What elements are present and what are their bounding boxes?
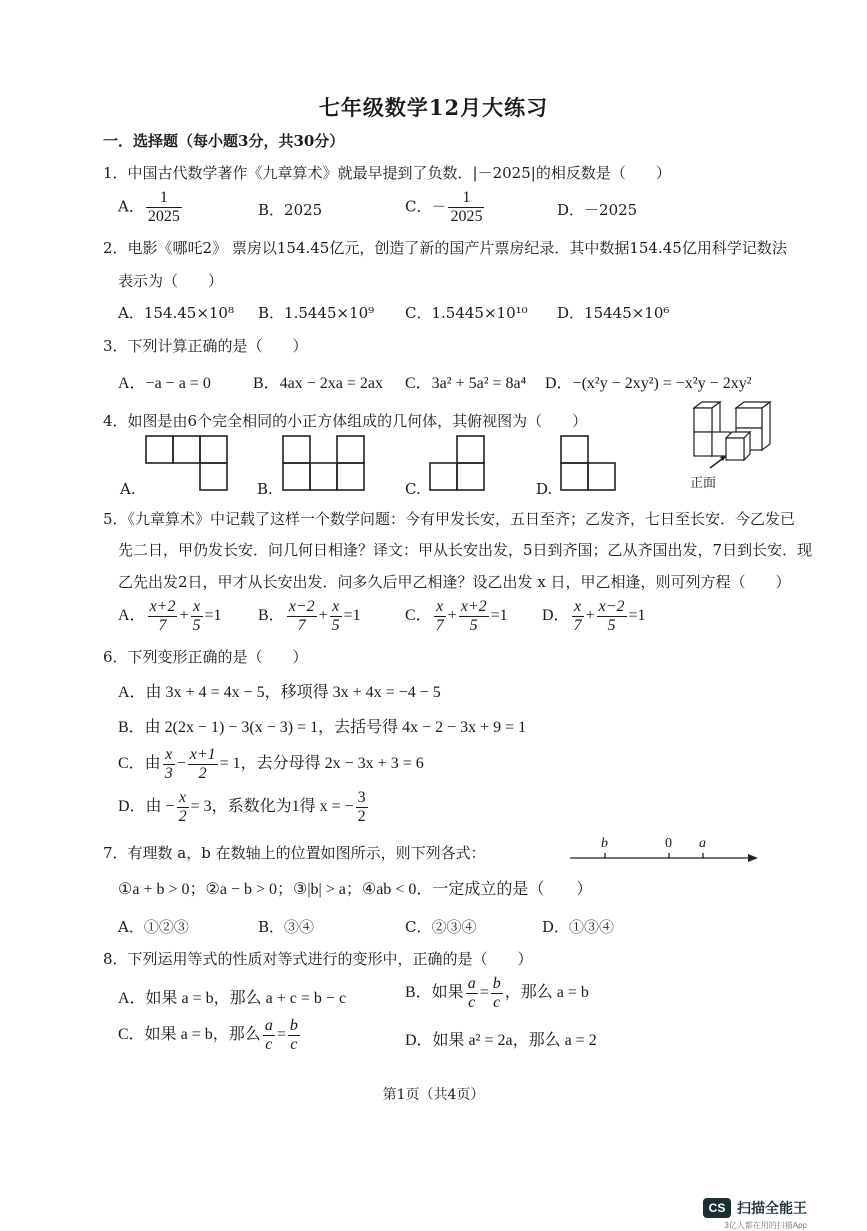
q4-option-b-label: B.	[257, 480, 273, 498]
view-cell	[200, 436, 227, 463]
q5-d-frac1	[572, 598, 584, 635]
view-cell	[337, 463, 364, 490]
q5-a-plus: +	[179, 607, 189, 625]
q2-stem-line2: 表示为（ ）	[118, 272, 224, 290]
q8-option-d: D．如果 a² = 2a，那么 a = 2	[405, 1032, 597, 1049]
cube-front	[726, 438, 744, 460]
q1-stem: 1．中国古代数学著作《九章算术》就最早提到了负数．|－2025|的相反数是（ ）	[103, 164, 671, 182]
view-cell	[561, 436, 588, 463]
q8-b-den2: c	[493, 994, 501, 1011]
view-cell	[200, 463, 227, 490]
q6-d-den1: 2	[178, 808, 187, 825]
q6-option-d	[118, 789, 370, 826]
q8-c-eq: =	[276, 1026, 286, 1044]
axis-label-a: a	[699, 836, 706, 851]
q8-option-b	[405, 975, 589, 1012]
cube-front	[736, 408, 762, 428]
q5-d-frac2	[597, 598, 627, 635]
q5-d-num1: x	[572, 598, 584, 617]
q3-option-b: B．4ax − 2xa = 2ax	[253, 375, 384, 392]
q4-option-c-label: C.	[405, 480, 421, 498]
q5-a-den2: 5	[192, 617, 201, 634]
q5-c-plus: +	[447, 607, 457, 625]
view-cell	[337, 436, 364, 463]
q1-a-num: 1	[146, 189, 182, 208]
q6-c-den2: 2	[198, 765, 207, 782]
q6-d-mid: = 3，系数化为1得 x = −	[190, 798, 354, 816]
q6-c-pre: C．由	[118, 755, 161, 773]
view-cell	[588, 463, 615, 490]
q1-option-d: D．－2025	[557, 201, 638, 219]
q1-c-label: C．－	[405, 197, 447, 216]
q5-d-label: D．	[542, 607, 570, 625]
q8-b-frac2	[491, 975, 503, 1012]
q4-stem: 4．如图是由6个完全相同的小正方体组成的几何体，其俯视图为（ ）	[103, 412, 588, 430]
q4-cube-figure	[688, 400, 773, 480]
q7-number-line	[568, 836, 760, 866]
q6-option-a: A．由 3x + 4 = 4x − 5，移项得 3x + 4x = −4 − 5	[118, 684, 441, 701]
cube-side	[762, 402, 770, 450]
q6-d-num2: 3	[357, 789, 366, 806]
q6-d-frac2	[356, 789, 368, 826]
q8-c-den2: c	[290, 1036, 298, 1053]
q5-c-den1: 7	[435, 617, 444, 634]
q7-option-a: A．①②③	[118, 918, 189, 936]
q6-c-num2: x+1	[189, 746, 216, 763]
q5-c-eq: =1	[490, 607, 508, 625]
axis-label-b: b	[601, 836, 608, 851]
q8-c-pre: C．如果 a = b，那么	[118, 1026, 261, 1044]
cube-front	[694, 432, 712, 456]
q4-option-b-view	[283, 436, 368, 492]
q5-d-eq: =1	[628, 607, 646, 625]
q2-option-c: C．1.5445×10¹⁰	[405, 304, 528, 322]
q8-c-num1: a	[264, 1017, 273, 1034]
q5-b-label: B．	[258, 607, 285, 625]
q2-option-d: D．15445×10⁶	[557, 304, 670, 322]
q5-a-num1: x+2	[149, 598, 176, 615]
q8-b-frac1	[466, 975, 478, 1012]
q5-b-frac1	[287, 598, 317, 635]
q7-option-b: B．③④	[258, 918, 315, 936]
q1-a-label: A．	[118, 197, 144, 216]
q6-d-den2: 2	[357, 808, 366, 825]
view-cell	[430, 463, 457, 490]
q1-option-a	[118, 189, 184, 226]
scanner-logo-icon: CS	[703, 1198, 731, 1218]
q8-option-a: A．如果 a = b，那么 a + c = b − c	[118, 990, 347, 1007]
axis-arrow	[748, 854, 758, 862]
q5-option-c	[405, 598, 508, 635]
q5-stem-line2: 先二日，甲仍发长安．问几何日相逢？译文：甲从长安出发，5日到齐国；乙从齐国出发，7日到长安．现	[118, 541, 813, 559]
q5-c-num1: x	[434, 598, 446, 617]
q4-front-label: 正面	[690, 476, 717, 491]
q8-c-num2: b	[289, 1017, 298, 1034]
page-footer: 第1页（共4页）	[382, 1087, 485, 1103]
q5-option-b	[258, 598, 361, 635]
scanner-app-tagline: 3亿人都在用的扫描App	[724, 1221, 807, 1230]
q8-b-num1: a	[467, 975, 476, 992]
q5-b-plus: +	[318, 607, 328, 625]
q2-stem-line1: 2．电影《哪吒2》 票房以154.45亿元，创造了新的国产片票房纪录．其中数据154.45亿用科学记数法	[103, 239, 787, 257]
q3-option-d: D．−(x²y − 2xy²) = −x²y − 2xy²	[545, 375, 752, 392]
q5-c-frac2	[459, 598, 489, 635]
scanner-watermark	[703, 1198, 807, 1230]
page-title: 七年级数学12月大练习	[318, 95, 549, 120]
q4-option-d-label: D.	[536, 480, 553, 498]
q5-a-den1: 7	[158, 617, 167, 634]
q8-b-num2: b	[492, 975, 501, 992]
q7-items: ①a + b > 0；②a − b > 0；③|b| > a；④ab < 0．一定成立的是（ ）	[118, 881, 593, 898]
q1-a-den: 2025	[147, 208, 180, 225]
q5-c-label: C．	[405, 607, 432, 625]
q5-d-den1: 7	[573, 617, 582, 634]
q6-d-pre: D．由 −	[118, 798, 175, 816]
view-cell	[283, 463, 310, 490]
q6-c-frac2	[188, 746, 218, 783]
q2-option-b: B．1.5445×10⁹	[258, 304, 375, 322]
q8-b-den1: c	[468, 994, 476, 1011]
q3-option-a: A．−a − a = 0	[118, 375, 211, 392]
q1-c-den: 2025	[450, 208, 483, 225]
q3-option-c: C．3a² + 5a² = 8a⁴	[405, 375, 527, 392]
view-cell	[561, 463, 588, 490]
view-cell	[283, 436, 310, 463]
q5-b-num1: x−2	[288, 598, 315, 615]
q6-c-frac1	[163, 746, 175, 783]
q5-b-eq: =1	[343, 607, 361, 625]
q1-option-c	[405, 189, 486, 226]
q5-a-label: A．	[118, 607, 146, 625]
q5-stem-line3: 乙先出发2日，甲才从长安出发．问多久后甲乙相逢？设乙出发 x 日，甲乙相逢，则可列方程（ ）	[118, 573, 791, 591]
q4-option-a-label: A.	[120, 480, 136, 498]
q6-option-c	[118, 746, 424, 783]
q7-option-c: C．②③④	[405, 918, 477, 936]
q8-c-frac1	[263, 1017, 275, 1054]
view-cell	[457, 436, 484, 463]
q8-b-pre: B．如果	[405, 984, 464, 1002]
q4-option-d-view	[561, 436, 619, 492]
q6-stem: 6．下列变形正确的是（ ）	[103, 648, 308, 666]
q5-d-plus: +	[585, 607, 595, 625]
q8-option-c	[118, 1017, 302, 1054]
section-heading: 一．选择题（每小题3分，共30分）	[103, 132, 345, 150]
q6-c-den1: 3	[164, 765, 173, 782]
q5-option-a	[118, 598, 222, 635]
q8-b-eq: =	[479, 984, 489, 1002]
q5-a-num2: x	[191, 598, 203, 617]
q8-b-post: ，那么 a = b	[504, 984, 589, 1002]
q5-a-frac2	[191, 598, 203, 635]
q1-c-num: 1	[448, 189, 484, 208]
q5-stem-line1: 5．《九章算术》中记载了这样一个数学问题：今有甲发长安，五日至齐；乙发齐，七日至长安．今乙发已	[103, 510, 796, 528]
q6-c-post: = 1，去分母得 2x − 3x + 3 = 6	[219, 755, 424, 773]
q5-b-den1: 7	[297, 617, 306, 634]
q6-d-num1: x	[177, 789, 189, 808]
q1-option-b: B．2025	[258, 201, 323, 219]
view-cell	[173, 436, 200, 463]
q8-c-den1: c	[265, 1036, 273, 1053]
q5-a-frac1	[148, 598, 178, 635]
q5-c-frac1	[434, 598, 446, 635]
scanner-app-name: 扫描全能王	[737, 1200, 807, 1216]
q6-c-minus: −	[176, 755, 186, 773]
view-cell	[310, 463, 337, 490]
q4-option-a-view	[146, 436, 231, 492]
q6-option-b: B．由 2(2x − 1) − 3(x − 3) = 1，去括号得 4x − 2 − 3x + 9 = 1	[118, 719, 527, 736]
q5-option-d	[542, 598, 646, 635]
q4-option-c-view	[430, 436, 488, 492]
q5-b-frac2	[330, 598, 342, 635]
q8-c-frac2	[288, 1017, 300, 1054]
q5-c-num2: x+2	[460, 598, 487, 615]
cube-front	[694, 408, 712, 432]
q3-stem: 3．下列计算正确的是（ ）	[103, 337, 308, 355]
q5-d-num2: x−2	[598, 598, 625, 615]
q5-b-den2: 5	[331, 617, 340, 634]
q7-option-d: D．①③④	[542, 918, 615, 936]
view-cell	[146, 436, 173, 463]
q5-a-eq: =1	[204, 607, 222, 625]
q7-stem: 7．有理数 a，b 在数轴上的位置如图所示，则下列各式：	[103, 844, 486, 862]
axis-label-0: 0	[665, 836, 672, 851]
q8-stem: 8．下列运用等式的性质对等式进行的变形中，正确的是（ ）	[103, 950, 533, 968]
q6-c-num1: x	[163, 746, 175, 765]
q5-b-num2: x	[330, 598, 342, 617]
q6-d-frac1	[177, 789, 189, 826]
view-cell	[457, 463, 484, 490]
q1-a-fraction	[146, 189, 182, 226]
q2-option-a: A．154.45×10⁸	[118, 304, 234, 322]
q5-d-den2: 5	[607, 617, 616, 634]
q1-c-fraction	[448, 189, 484, 226]
q5-c-den2: 5	[469, 617, 478, 634]
